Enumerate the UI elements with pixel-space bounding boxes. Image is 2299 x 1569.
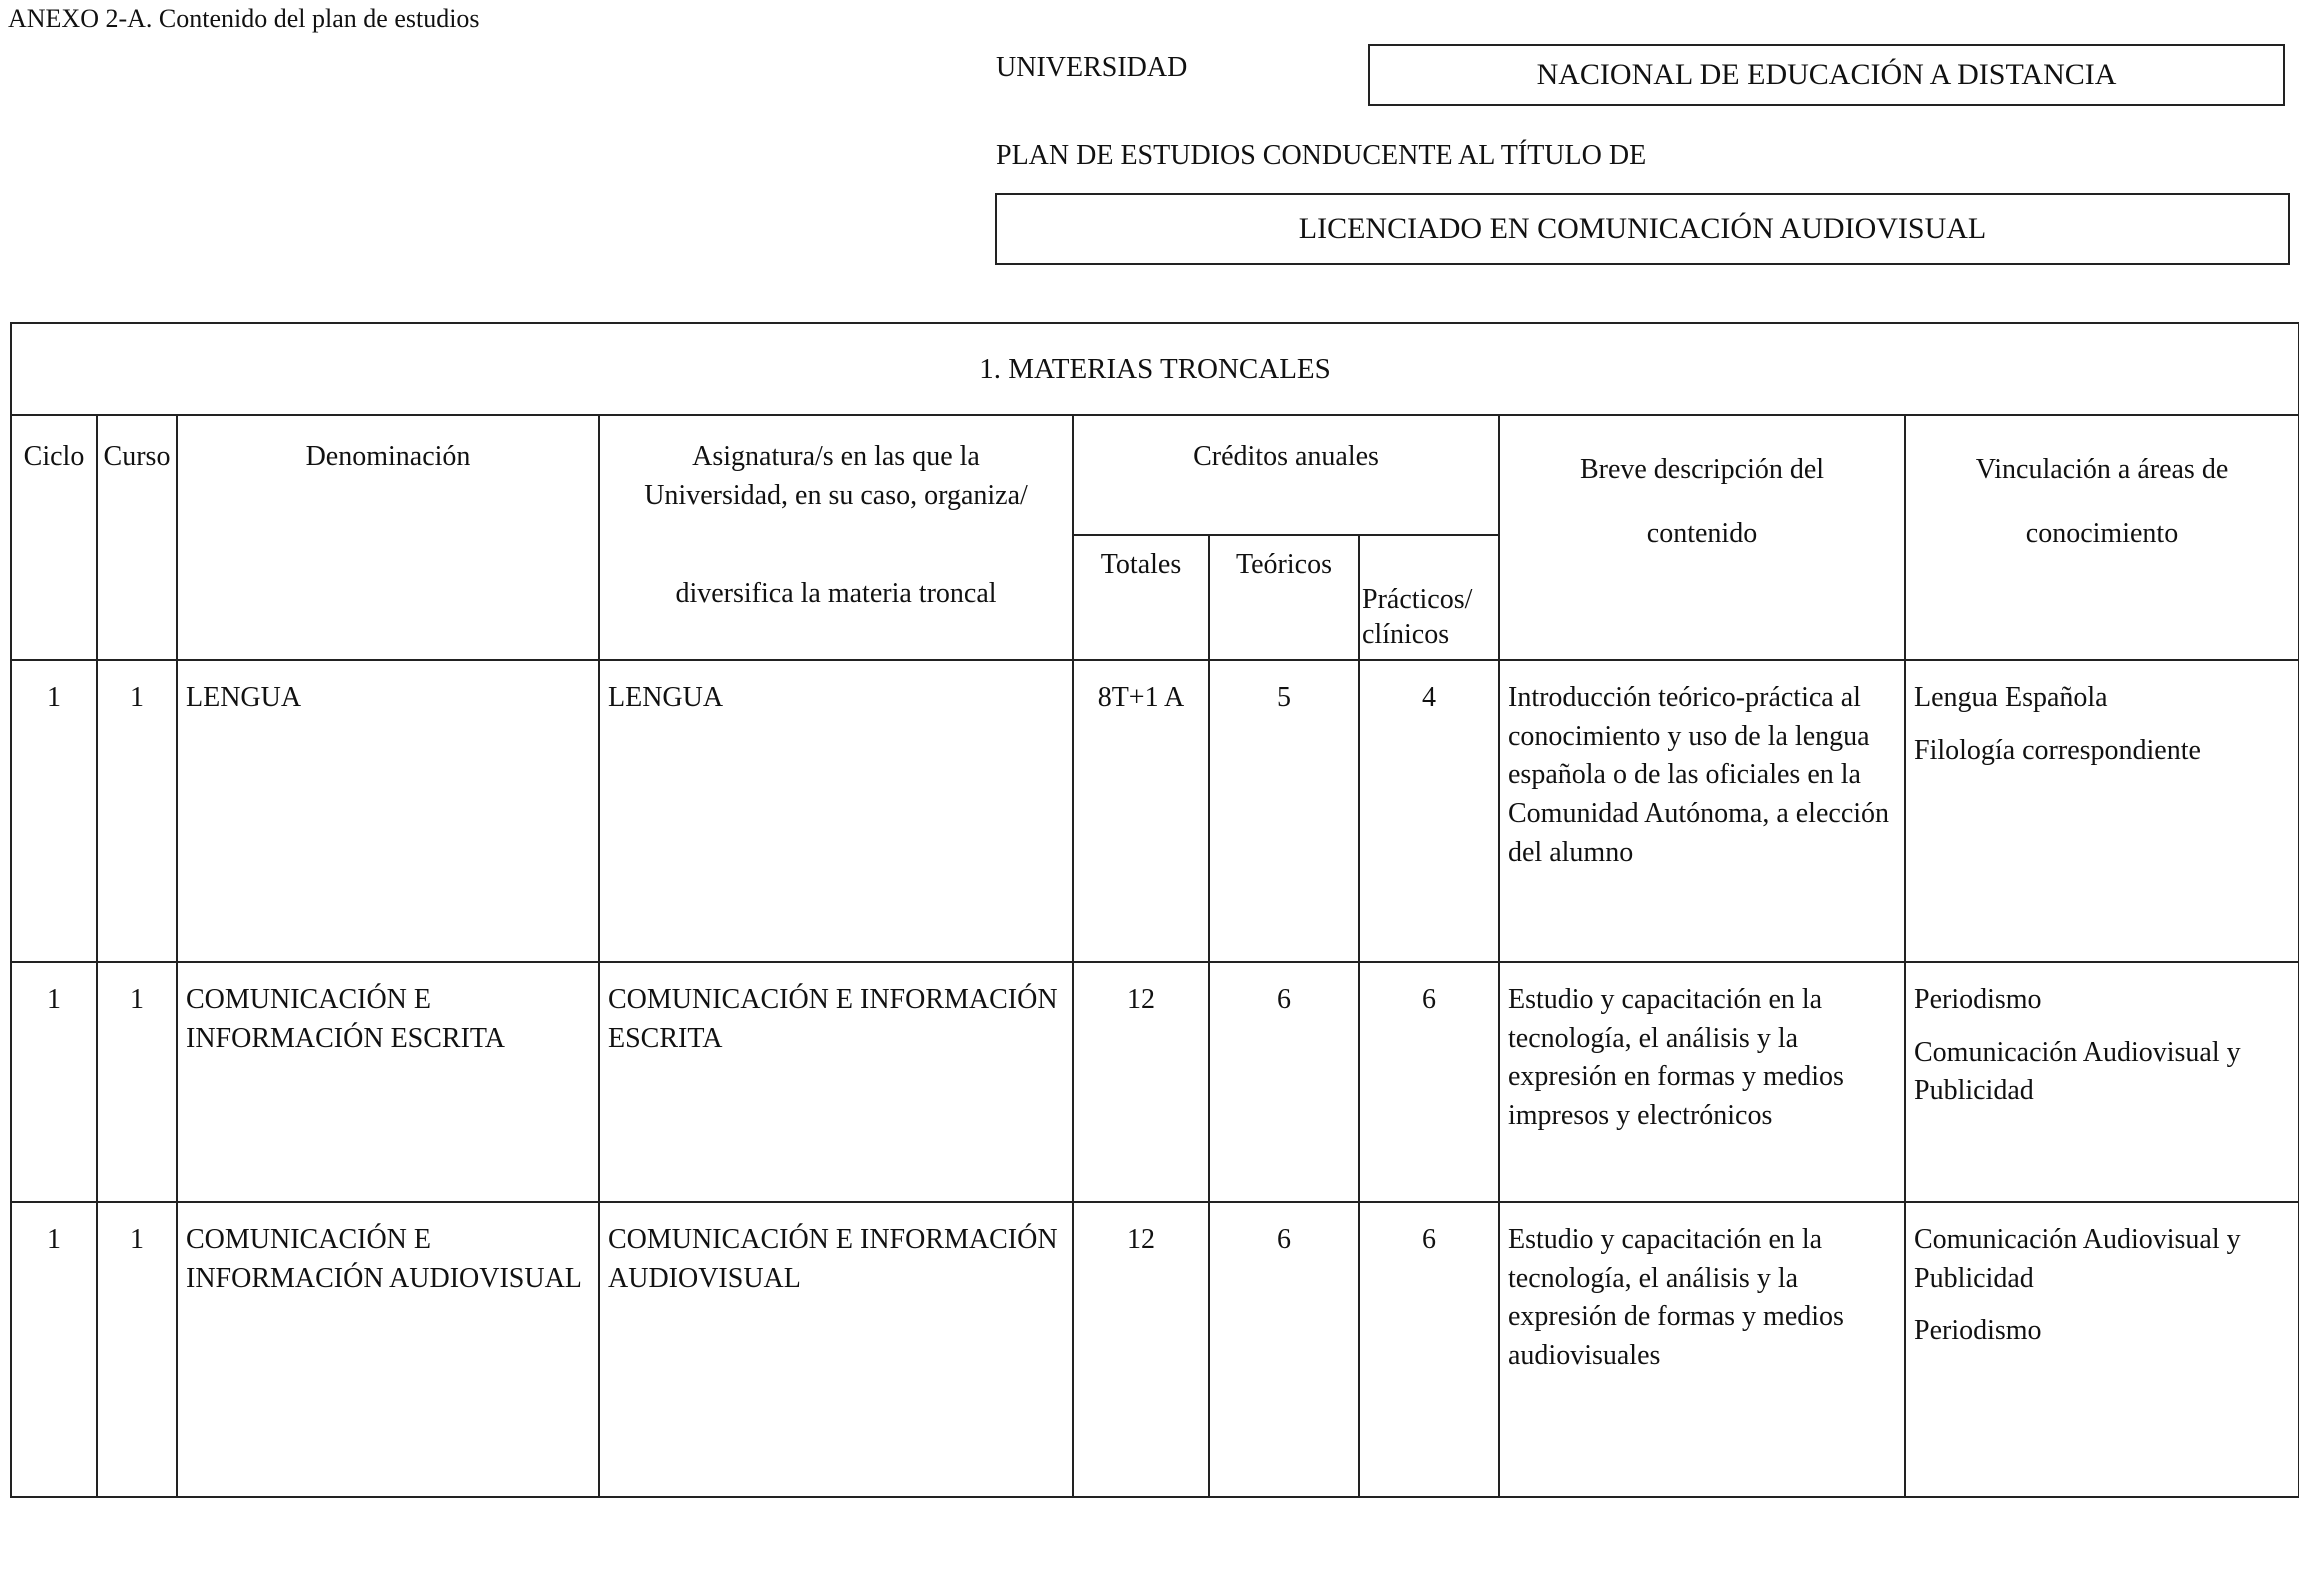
cell-teoricos: 6 — [1209, 1202, 1359, 1497]
area-item: Lengua Española — [1914, 682, 2108, 713]
header-descripcion — [1499, 415, 1905, 660]
table-row — [11, 1202, 2299, 1497]
cell-totales: 8T+1 A — [1073, 660, 1209, 962]
cell-teoricos: 5 — [1209, 660, 1359, 962]
cell-asignatura: COMUNICACIÓN E INFORMACIÓN AUDIOVISUAL — [599, 1202, 1073, 1497]
cell-asignatura: COMUNICACIÓN E INFORMACIÓN ESCRITA — [599, 962, 1073, 1202]
universidad-label: UNIVERSIDAD — [996, 52, 1188, 83]
cell-asignatura: LENGUA — [599, 660, 1073, 962]
cell-curso: 1 — [97, 660, 177, 962]
table-row — [11, 962, 2299, 1202]
header-vinculacion-line2: conocimiento — [2025, 518, 2179, 550]
cell-denominacion: COMUNICACIÓN E INFORMACIÓN AUDIOVISUAL — [177, 1202, 599, 1497]
header-asignatura-line2: Universidad, en su caso, organiza/ — [644, 479, 1028, 511]
cell-areas — [1905, 1202, 2299, 1497]
cell-denominacion: LENGUA — [177, 660, 599, 962]
cell-areas — [1905, 660, 2299, 962]
header-asignatura — [599, 415, 1073, 660]
header-creditos: Créditos anuales — [1073, 415, 1499, 535]
header-descripcion-line2: contenido — [1646, 518, 1758, 550]
cell-ciclo: 1 — [11, 962, 97, 1202]
area-item: Periodismo — [1914, 1315, 2042, 1347]
cell-areas — [1905, 962, 2299, 1202]
cell-totales: 12 — [1073, 962, 1209, 1202]
degree-value: LICENCIADO EN COMUNICACIÓN AUDIOVISUAL — [1298, 212, 1987, 245]
header-asignatura-line3: diversifica la materia troncal — [675, 578, 997, 610]
universidad-value: NACIONAL DE EDUCACIÓN A DISTANCIA — [1536, 58, 2117, 91]
cell-descripcion: Estudio y capacitación en la tecnología, el análisis y la expresión de formas y medios audiovisuales — [1499, 1202, 1905, 1497]
cell-practicos: 4 — [1359, 660, 1499, 962]
table-row — [11, 660, 2299, 962]
materias-troncales-table — [10, 322, 2299, 1498]
header-denominacion: Denominación — [177, 415, 599, 660]
cell-teoricos: 6 — [1209, 962, 1359, 1202]
section-title: 1. MATERIAS TRONCALES — [11, 323, 2299, 415]
cell-descripcion: Introducción teórico-práctica al conocimiento y uso de la lengua española o de las oficiales en la Comunidad Autónoma, a elección del alumno — [1499, 660, 1905, 962]
header-totales: Totales — [1073, 535, 1209, 660]
cell-descripcion: Estudio y capacitación en la tecnología, el análisis y la expresión en formas y medios impresos y electrónicos — [1499, 962, 1905, 1202]
header-asignatura-line1: Asignatura/s en las que la — [692, 441, 980, 472]
area-item: Comunicación Audiovisual y Publicidad — [1914, 1036, 2241, 1107]
header-curso: Curso — [97, 415, 177, 660]
cell-denominacion: COMUNICACIÓN E INFORMACIÓN ESCRITA — [177, 962, 599, 1202]
header-ciclo: Ciclo — [11, 415, 97, 660]
cell-totales: 12 — [1073, 1202, 1209, 1497]
degree-box — [995, 193, 2290, 265]
header-vinculacion — [1905, 415, 2299, 660]
cell-practicos: 6 — [1359, 1202, 1499, 1497]
header-vinculacion-line1: Vinculación a áreas de — [1975, 454, 2229, 485]
cell-ciclo: 1 — [11, 660, 97, 962]
cell-curso: 1 — [97, 962, 177, 1202]
document-title: ANEXO 2-A. Contenido del plan de estudios — [8, 4, 480, 33]
cell-ciclo: 1 — [11, 1202, 97, 1497]
header-practicos: Prácticos/ clínicos — [1359, 535, 1499, 660]
universidad-box — [1368, 44, 2285, 106]
cell-curso: 1 — [97, 1202, 177, 1497]
plan-label: PLAN DE ESTUDIOS CONDUCENTE AL TÍTULO DE — [996, 140, 1647, 171]
area-item: Periodismo — [1914, 984, 2042, 1015]
header-descripcion-line1: Breve descripción del — [1579, 454, 1825, 485]
cell-practicos: 6 — [1359, 962, 1499, 1202]
area-item: Filología correspondiente — [1914, 734, 2201, 766]
area-item: Comunicación Audiovisual y Publicidad — [1914, 1224, 2241, 1294]
header-teoricos: Teóricos — [1209, 535, 1359, 660]
